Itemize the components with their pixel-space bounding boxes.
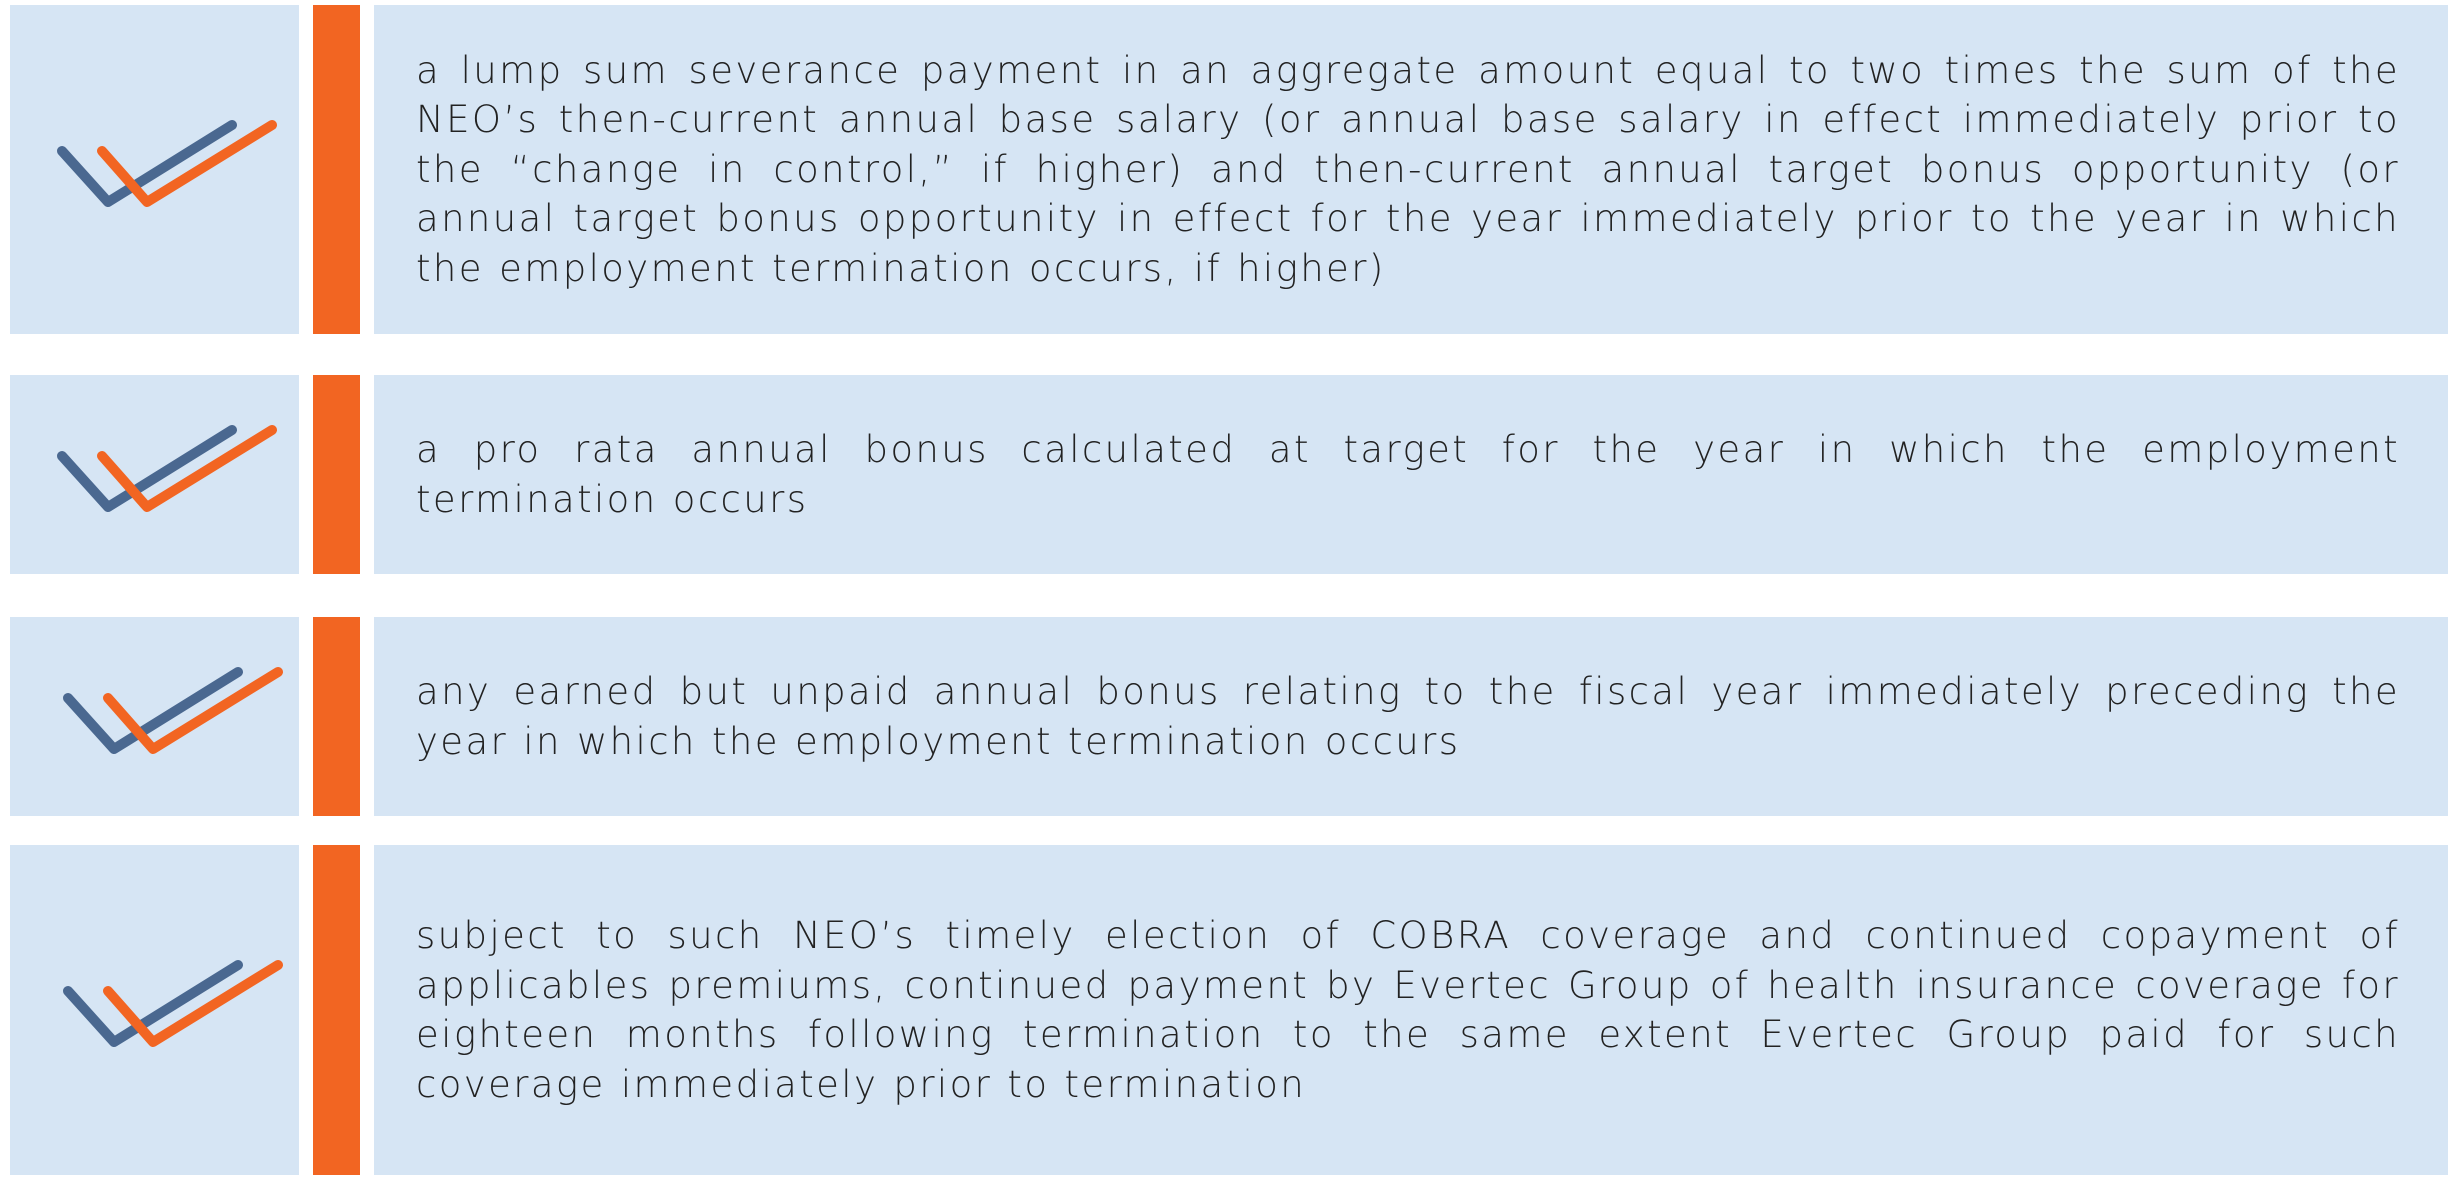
- icon-panel: [10, 845, 299, 1175]
- text-panel: [374, 617, 2448, 816]
- icon-panel: [10, 5, 299, 334]
- accent-bar: [313, 5, 360, 334]
- list-item: [0, 845, 2455, 1175]
- item-text: a pro rata annual bonus calculated at target for the year in which the employment termination occurs: [416, 428, 2400, 521]
- item-text: a lump sum severance payment in an aggregate amount equal to two times the sum of the NEO’s then-current annual base salary (or annual base salary in effect immediately prior to the “change in control,” if higher) and then-current annual target bonus opportunity (or annual target bonus opportunity in effect for the year immediately prior to the year in which the employment termination occurs, if higher): [416, 48, 2400, 290]
- double-check-icon: [10, 662, 299, 772]
- accent-bar: [313, 845, 360, 1175]
- text-panel: [374, 5, 2448, 334]
- double-check-icon: [10, 955, 299, 1065]
- list-item: [0, 5, 2455, 334]
- item-text: subject to such NEO’s timely election of COBRA coverage and continued copayment of applicables premiums, continued payment by Evertec Group of health insurance coverage for eighteen months following termination to the same extent Evertec Group paid for such coverage immediately prior to termination: [416, 914, 2400, 1106]
- accent-bar: [313, 375, 360, 574]
- icon-panel: [10, 617, 299, 816]
- list-item: [0, 617, 2455, 816]
- double-check-icon: [10, 115, 299, 225]
- item-text: any earned but unpaid annual bonus relating to the fiscal year immediately preceding the year in which the employment termination occurs: [416, 670, 2400, 763]
- text-panel: [374, 845, 2448, 1175]
- double-check-icon: [10, 420, 299, 530]
- text-panel: [374, 375, 2448, 574]
- accent-bar: [313, 617, 360, 816]
- list-item: [0, 375, 2455, 574]
- icon-panel: [10, 375, 299, 574]
